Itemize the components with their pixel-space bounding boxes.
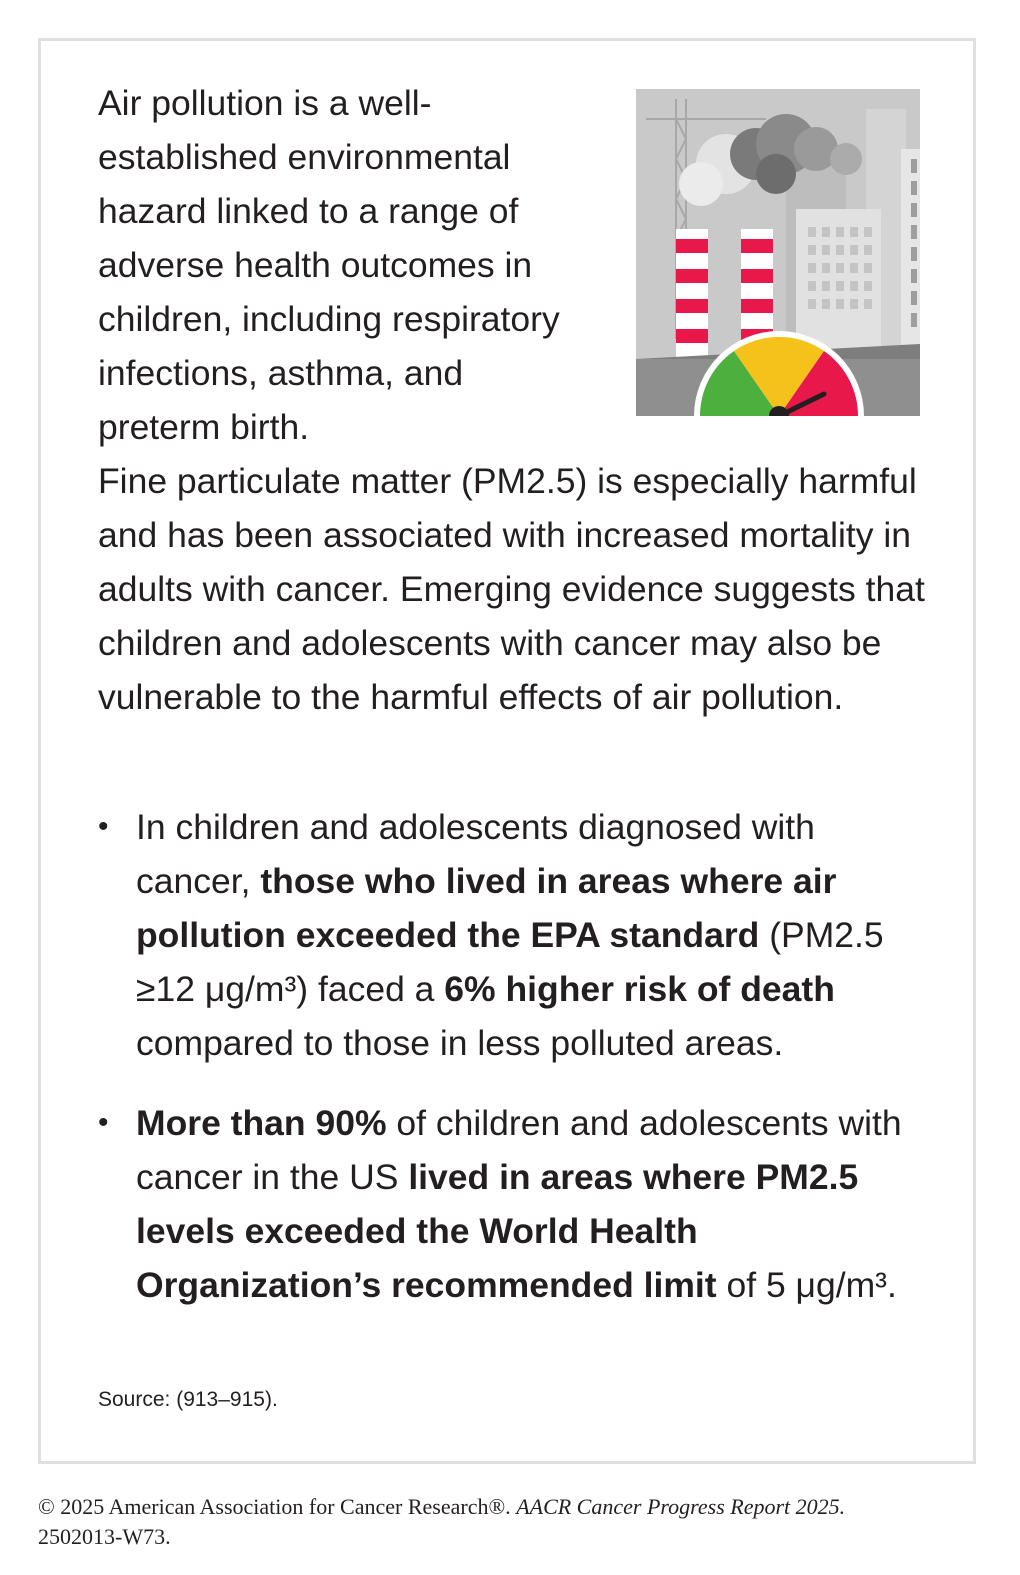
list-item <box>98 800 918 1070</box>
bullet-bold-text: lived in areas where PM2.5 levels exceeded the World Health Organization’s recommended limit <box>136 1157 859 1305</box>
bullet-bold-text: More than 90% <box>136 1103 387 1143</box>
bullet-text: of 5 μg/m³. <box>716 1265 897 1305</box>
findings-list <box>98 800 918 1338</box>
bullet-icon: • <box>98 1106 109 1139</box>
list-item <box>98 1096 918 1312</box>
bullet-text: In children and adolescents diagnosed with cancer, <box>136 807 815 901</box>
intro-text-part2: Fine particulate matter (PM2.5) is especially harmful and has been associated with increased mortality in adults with cancer. Emerging evidence suggests that children and adolescents with cancer may also be vulnerable to the harmful effects of air pollution. <box>98 461 925 717</box>
intro-text-part1: Air pollution is a well-established environmental hazard linked to a range of adverse health outcomes in children, including respiratory infections, asthma, and preterm birth. <box>98 83 560 447</box>
copyright-text: © 2025 American Association for Cancer Research®. <box>38 1494 517 1519</box>
source-citation: Source: (913–915). <box>98 1388 278 1411</box>
bullet-bold-text: those who lived in areas where air pollution exceeded the EPA standard <box>136 861 837 955</box>
bullet-text: (PM2.5 ≥12 μg/m³) faced a <box>136 915 884 1009</box>
bullet-text: of children and adolescents with cancer in the US <box>136 1103 902 1197</box>
bullet-bold-text: 6% higher risk of death <box>444 969 835 1009</box>
report-title: AACR Cancer Progress Report 2025. <box>516 1494 846 1519</box>
bullet-text: compared to those in less polluted areas. <box>136 1023 784 1063</box>
figure-code: 2502013-W73. <box>38 1524 171 1549</box>
bullet-icon: • <box>98 810 109 843</box>
footer-copyright <box>38 1492 998 1552</box>
intro-paragraph <box>98 76 928 724</box>
